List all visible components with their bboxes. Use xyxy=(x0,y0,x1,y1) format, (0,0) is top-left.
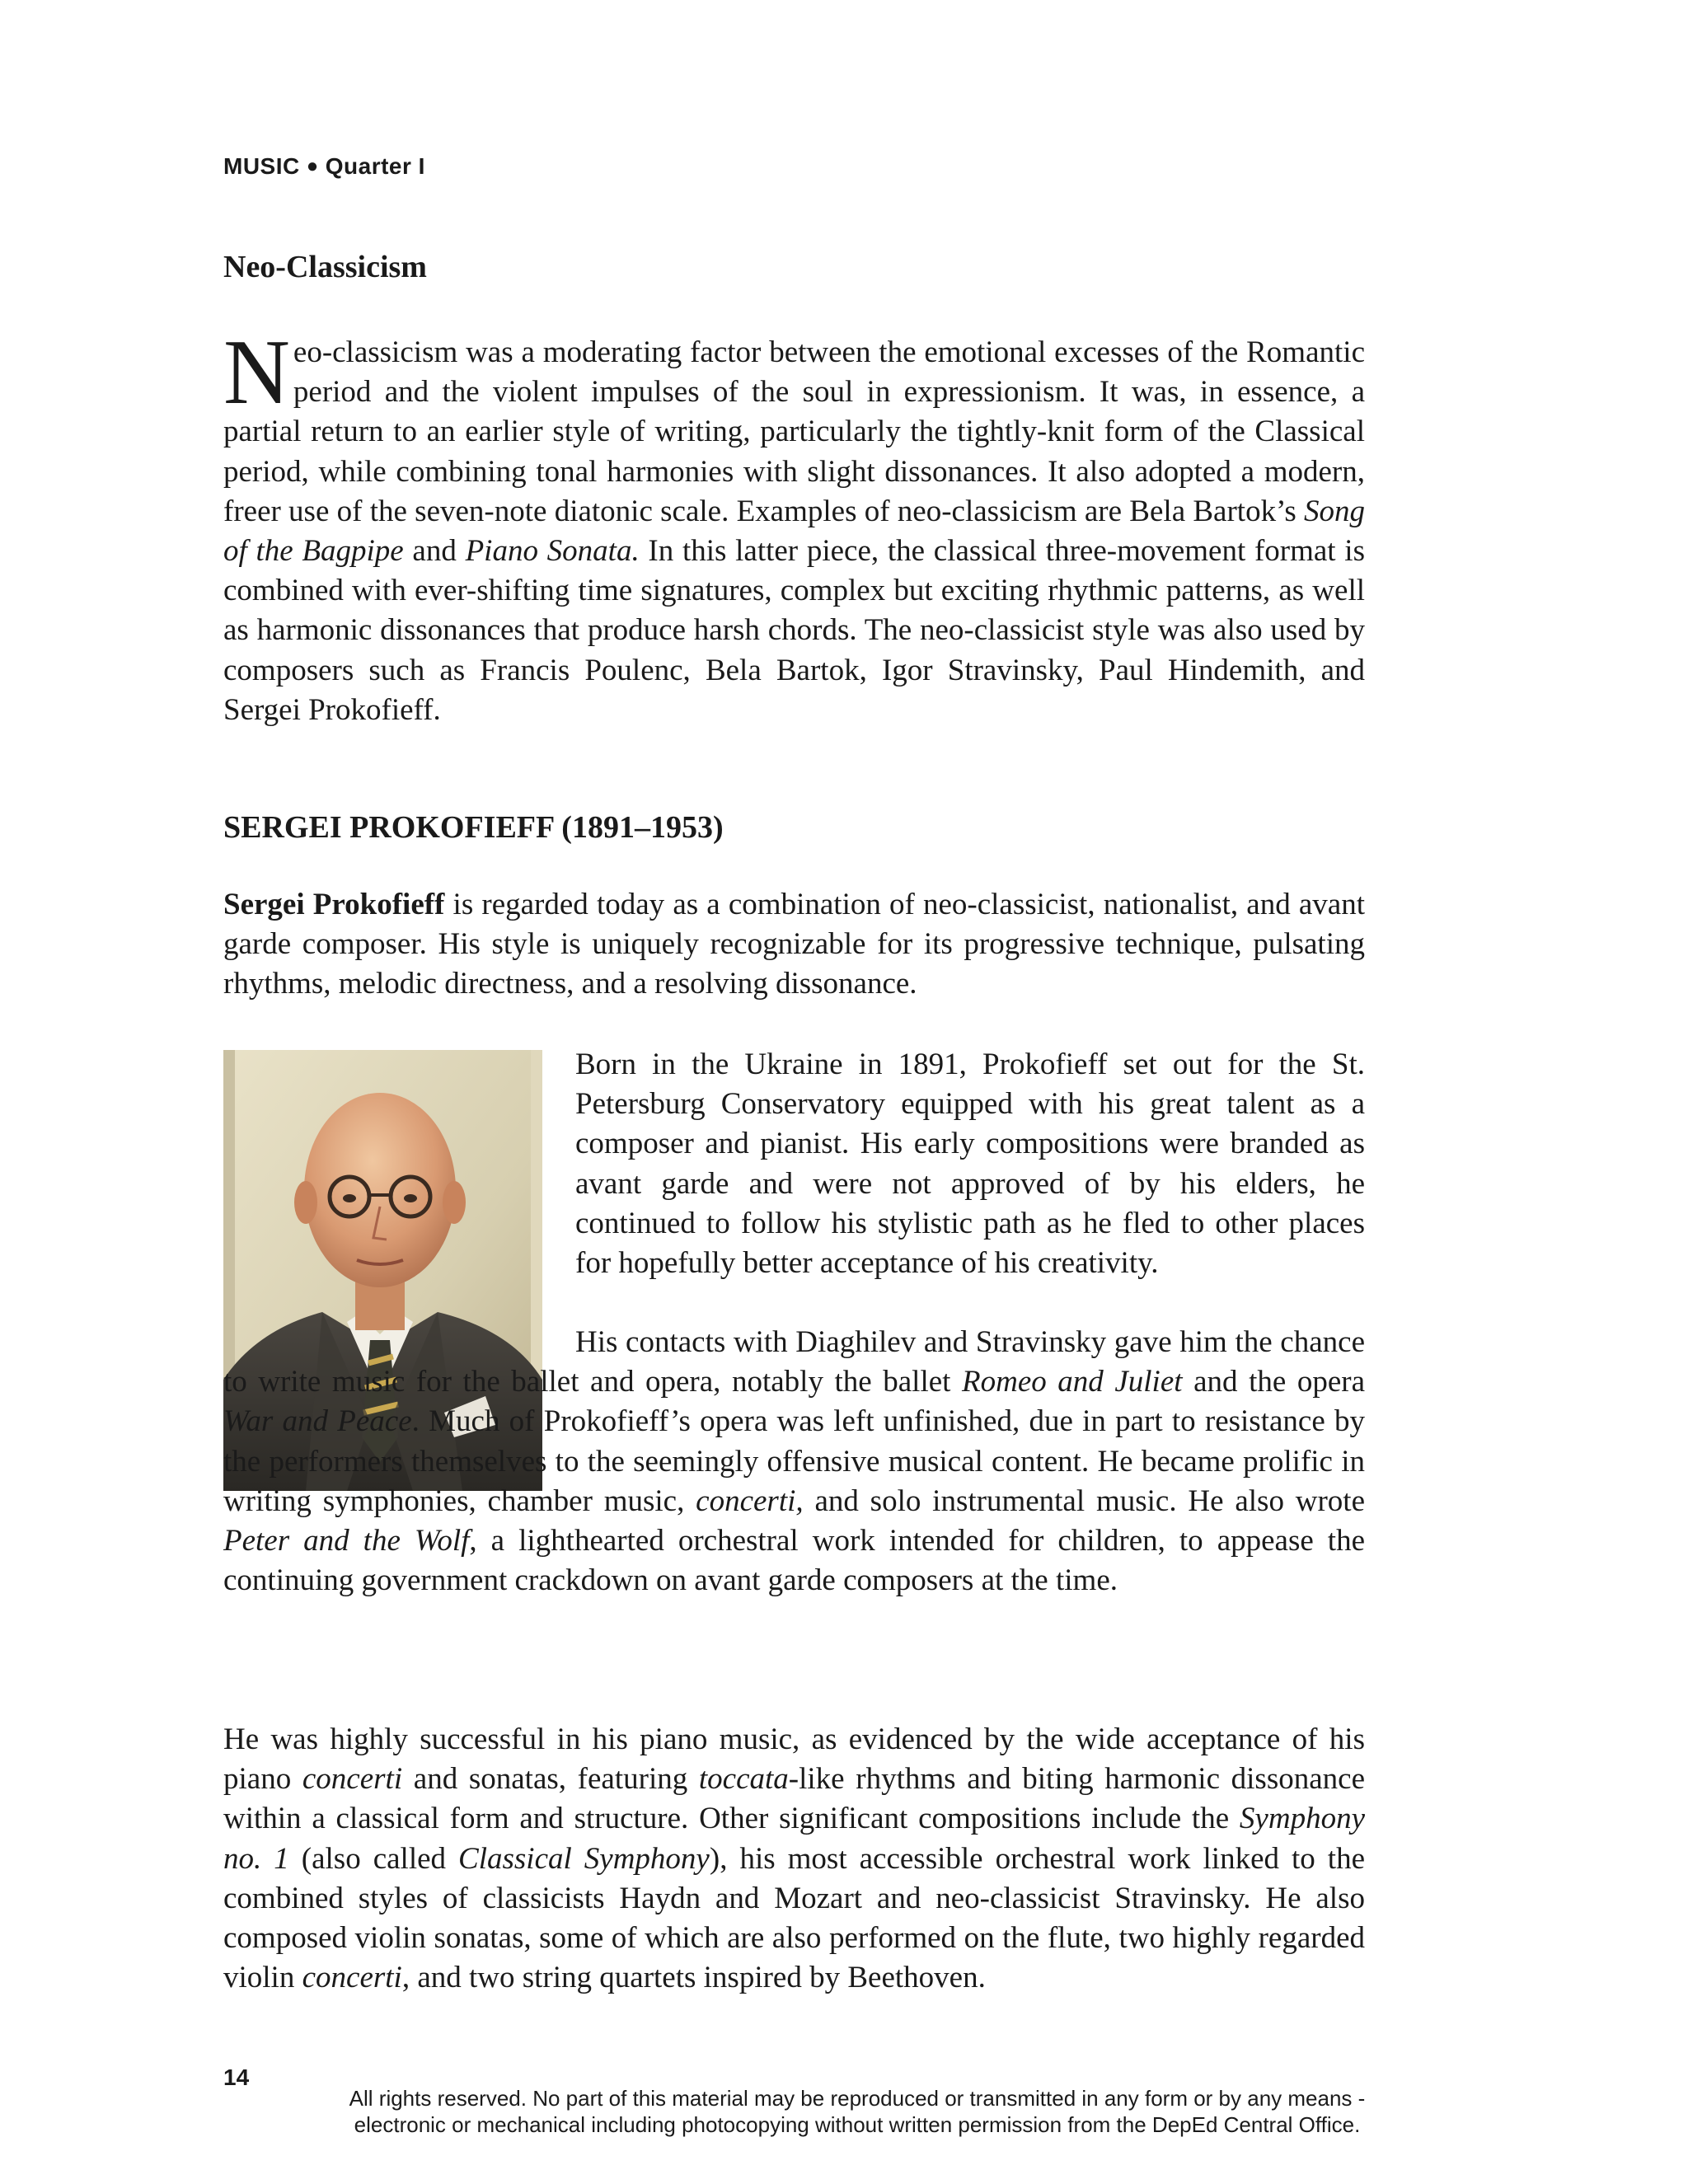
work-title: War and Peace xyxy=(223,1404,412,1439)
quarter-label: Quarter I xyxy=(325,153,425,179)
composer-heading: SERGEI PROKOFIEFF (1891–1953) xyxy=(223,810,724,845)
work-title: Piano Sonata. xyxy=(465,534,640,569)
piano-music-paragraph: He was highly successful in his piano music, as evidenced by the wide acceptance of his piano concerti and sonatas, featuring toccata-like rhythms and biting harmonic dissonance within a classical form and structure. Other significant compositions include the Symphony no. 1 (also called Classical Symphony), his most accessible orchestral work linked to the combined styles of classicists Haydn and Mozart and neo-classicist Stravinsky. He also composed violin sonatas, some of which are also performed on the flute, two highly regarded violin concerti, and two string quartets inspired by Beethoven. xyxy=(223,1722,1366,1995)
career-text: His contacts with Diaghilev and Stravinsky gave him the chance to write music for the ballet and opera, notably the ballet Romeo and Juliet and the opera War and Peace. Much of Prokofieff’s opera was left unfinished, due in part to resistance by the performers themselves to the seemingly offensive musical content. He became prolific in writing symphonies, chamber music, concerti, and solo instrumental music. He also wrote Peter and the Wolf, a lighthearted orchestral work intended for children, to appease the continuing government crackdown on avant garde composers at the time. xyxy=(223,1325,1366,1598)
section-heading: Neo-Classicism xyxy=(223,250,427,284)
biography-paragraph: Born in the Ukraine in 1891, Prokofieff set out for the St. Petersburg Conservatory equipped with his great talent as a composer and pianist. His early compositions were branded as avant garde and were not approved of by his elders, he continued to follow his stylistic path as he fled to other places for hopefully better acceptance of his creativity. xyxy=(575,1047,1365,1281)
term: concerti xyxy=(302,1961,402,1995)
work-title: Symphony no. 1 xyxy=(223,1802,1365,1876)
term: concerti xyxy=(302,1762,403,1797)
intro-paragraph: Neo-classicism was a moderating factor between the emotional excesses of the Romantic period and the violent impulses of the soul in expressionism. It was, in essence, a partial return to an earlier style of writing, particularly the tightly-knit form of the Classical period, while combining tonal harmonies with slight dissonances. It also adopted a modern, freer use of the seven-note diatonic scale. Examples of neo-classicism are Bela Bartok’s Song of the Bagpipe and Piano Sonata. In this latter piece, the classical three-movement format is combined with ever-shifting time signatures, complex but exciting rhythmic patterns, as well as harmonic dissonances that produce harsh chords. The neo-classicist style was also used by composers such as Francis Poulenc, Bela Bartok, Igor Stravinsky, Paul Hindemith, and Sergei Prokofieff. xyxy=(223,321,1365,727)
page-header xyxy=(223,153,425,180)
copyright-line-2: electronic or mechanical including photocopying without written permission from the DepEd Central Office. xyxy=(354,2112,1361,2137)
copyright-line-1: All rights reserved. No part of this material may be reproduced or transmitted in any form or by any means - xyxy=(349,2086,1366,2111)
composer-name: Sergei Prokofieff xyxy=(223,888,445,921)
work-title: Song of the Bagpipe xyxy=(223,494,1365,569)
composer-intro-paragraph: Sergei Prokofieff is regarded today as a combination of neo-classicist, nationalist, and avant garde composer. His style is uniquely recognizable for its progressive technique, pulsating rhythms, melodic directness, and a resolving dissonance. xyxy=(223,888,1365,1001)
work-title: Classical Symphony xyxy=(458,1841,710,1876)
career-paragraph xyxy=(223,1323,1365,1601)
drop-cap: N xyxy=(223,321,290,424)
subject-label: MUSIC xyxy=(223,153,300,179)
work-title: Romeo and Juliet xyxy=(962,1365,1183,1399)
work-title: Peter and the Wolf xyxy=(223,1524,470,1558)
term: toccata xyxy=(698,1762,789,1797)
bullet-separator: ● xyxy=(306,155,319,177)
term: concerti, xyxy=(696,1483,804,1518)
page-number: 14 xyxy=(223,2064,250,2090)
copyright-footer xyxy=(280,2085,1434,2138)
